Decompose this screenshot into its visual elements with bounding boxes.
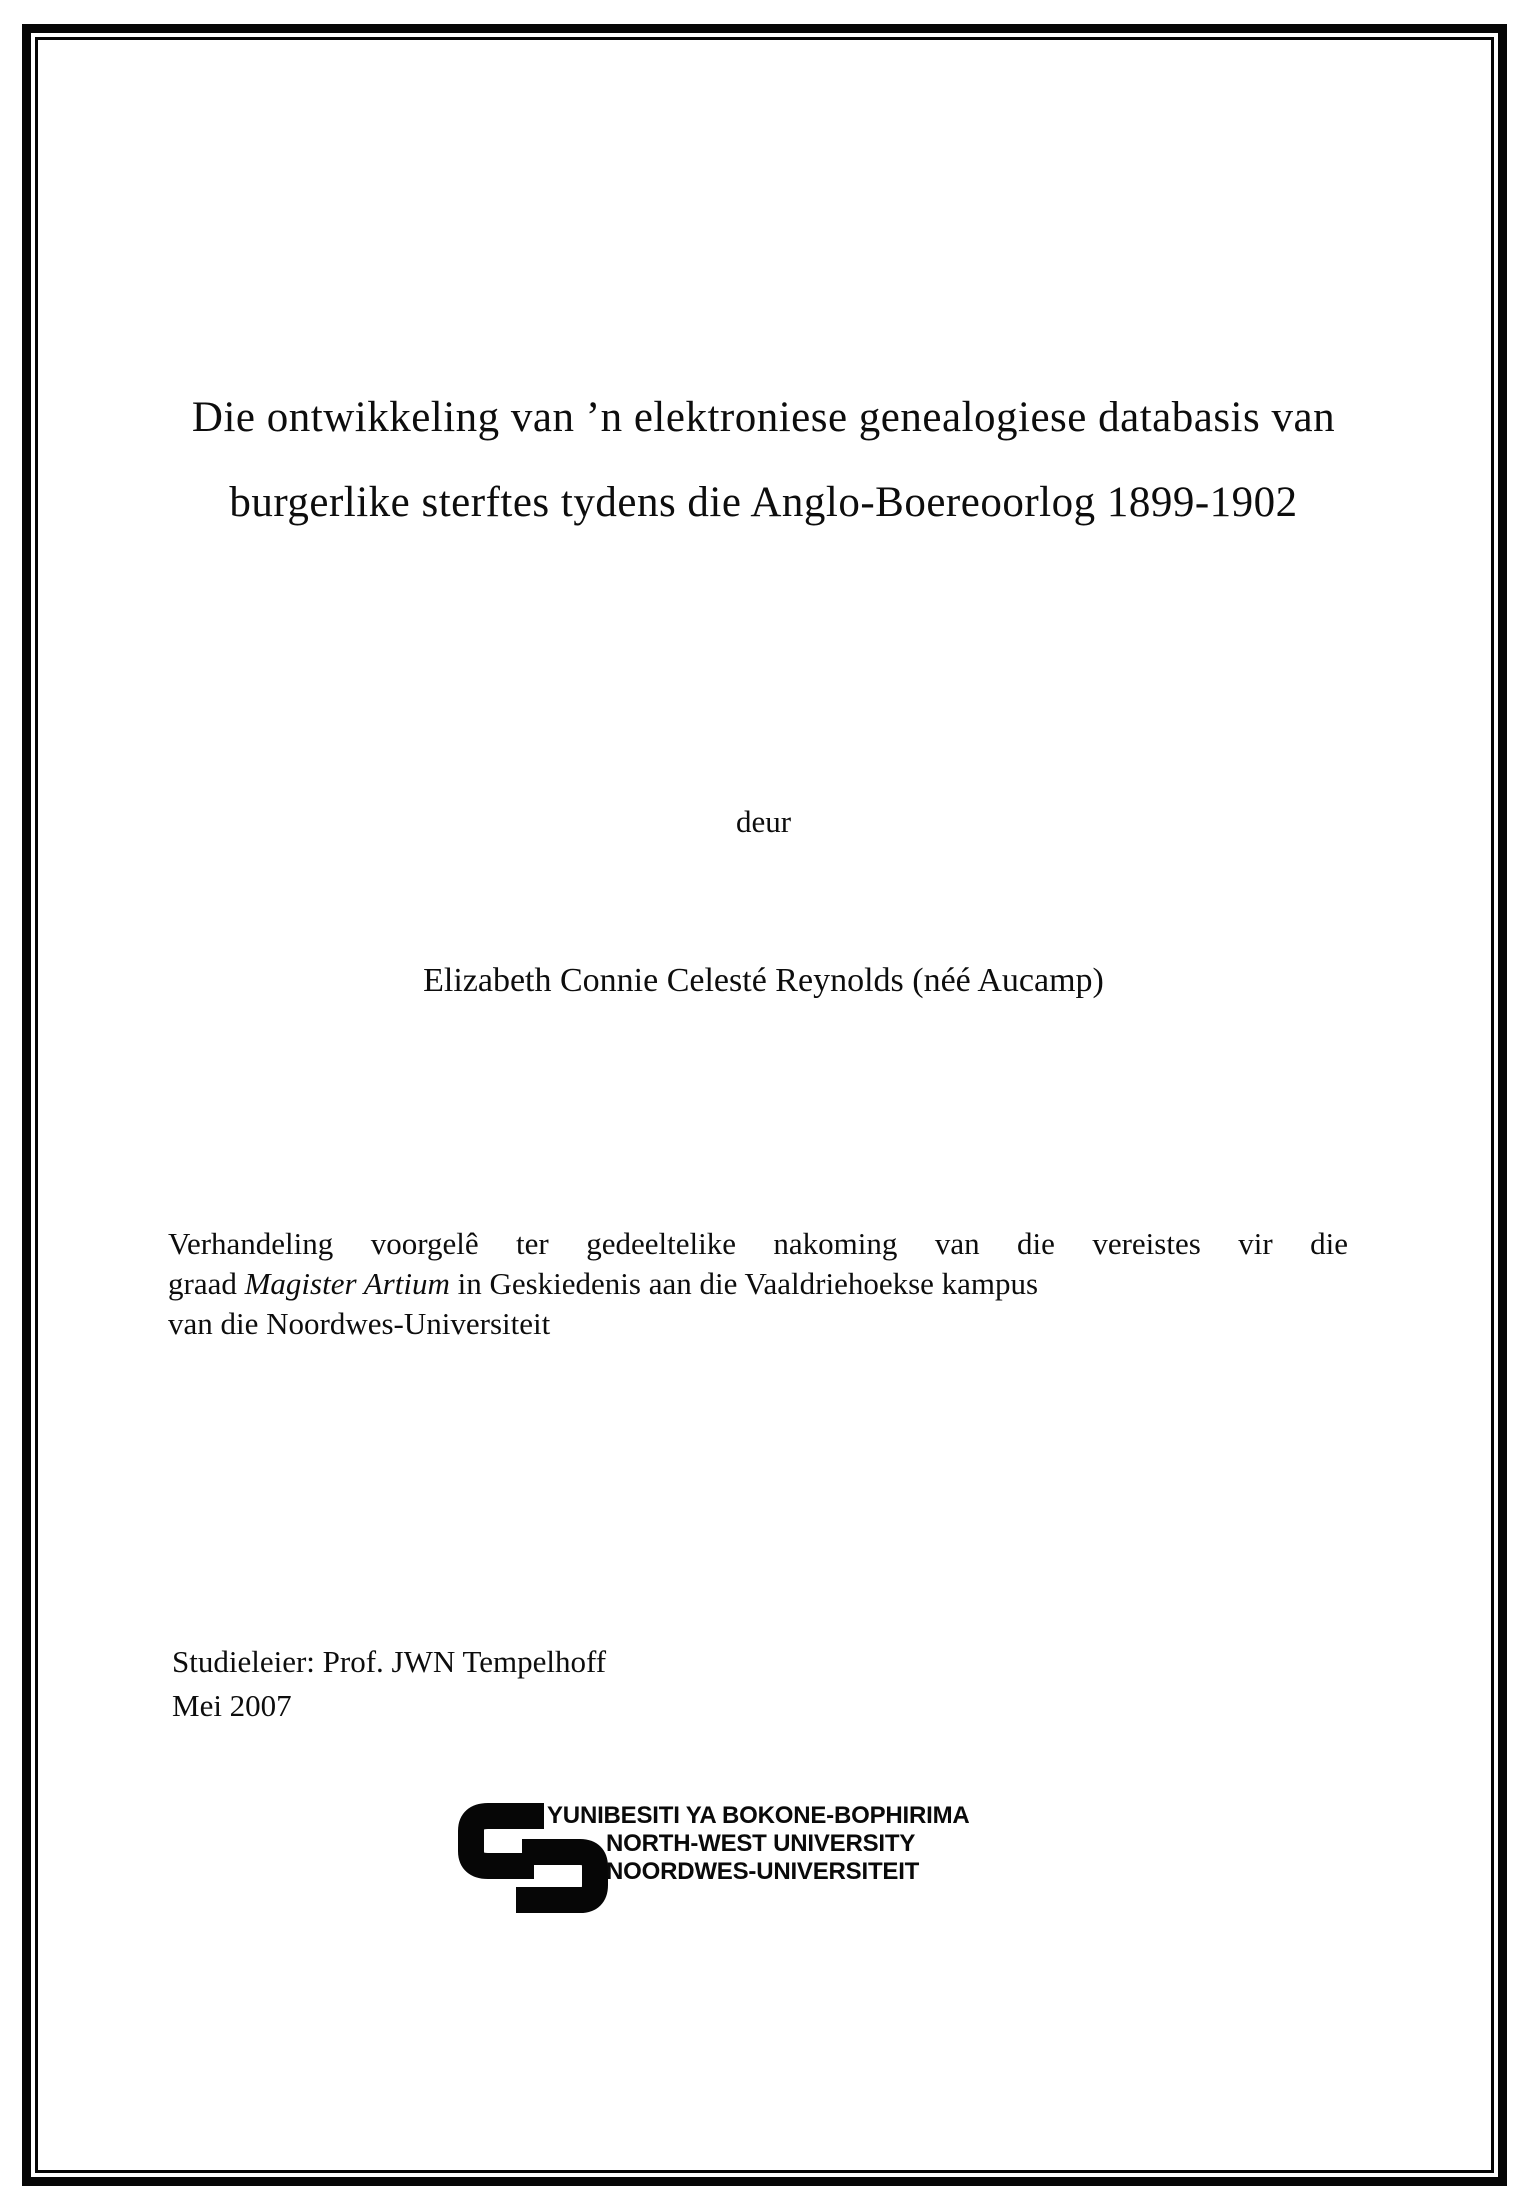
university-logo-wordmark (547, 1802, 970, 1886)
thesis-statement-line-1: Verhandeling voorgelê ter gedeeltelike nakoming van die vereistes vir die (168, 1226, 1348, 1261)
supervisor-block (172, 1640, 606, 1728)
thesis-title-line-2: burgerlike sterftes tydens die Anglo-Boereoorlog 1899-1902 (229, 479, 1298, 526)
thesis-title-line-1: Die ontwikkeling van ’n elektroniese genealogiese databasis van (191, 394, 1336, 441)
thesis-statement (168, 1224, 1348, 1344)
supervisor-line: Studieleier: Prof. JWN Tempelhoff (172, 1644, 607, 1679)
logo-text-setswana: YUNIBESITI YA BOKONE-BOPHIRIMA (547, 1802, 970, 1829)
thesis-statement-line-2 (168, 1264, 1348, 1304)
statement-line2-start: graad (168, 1266, 245, 1301)
statement-degree-italic: Magister Artium (244, 1266, 450, 1301)
thesis-title (120, 392, 1407, 529)
statement-line2-end: in Geskiedenis aan die Vaaldriehoekse kampus (449, 1266, 1039, 1301)
thesis-statement-line-3: van die Noordwes-Universiteit (168, 1306, 551, 1341)
university-logo (458, 1796, 1018, 1936)
author-name: Elizabeth Connie Celesté Reynolds (néé Aucamp) (423, 962, 1104, 999)
byline-deur: deur (735, 804, 792, 839)
date-line: Mei 2007 (172, 1688, 292, 1723)
logo-text-english: NORTH-WEST UNIVERSITY (606, 1830, 916, 1857)
logo-text-afrikaans: NOORDWES-UNIVERSITEIT (606, 1858, 920, 1885)
